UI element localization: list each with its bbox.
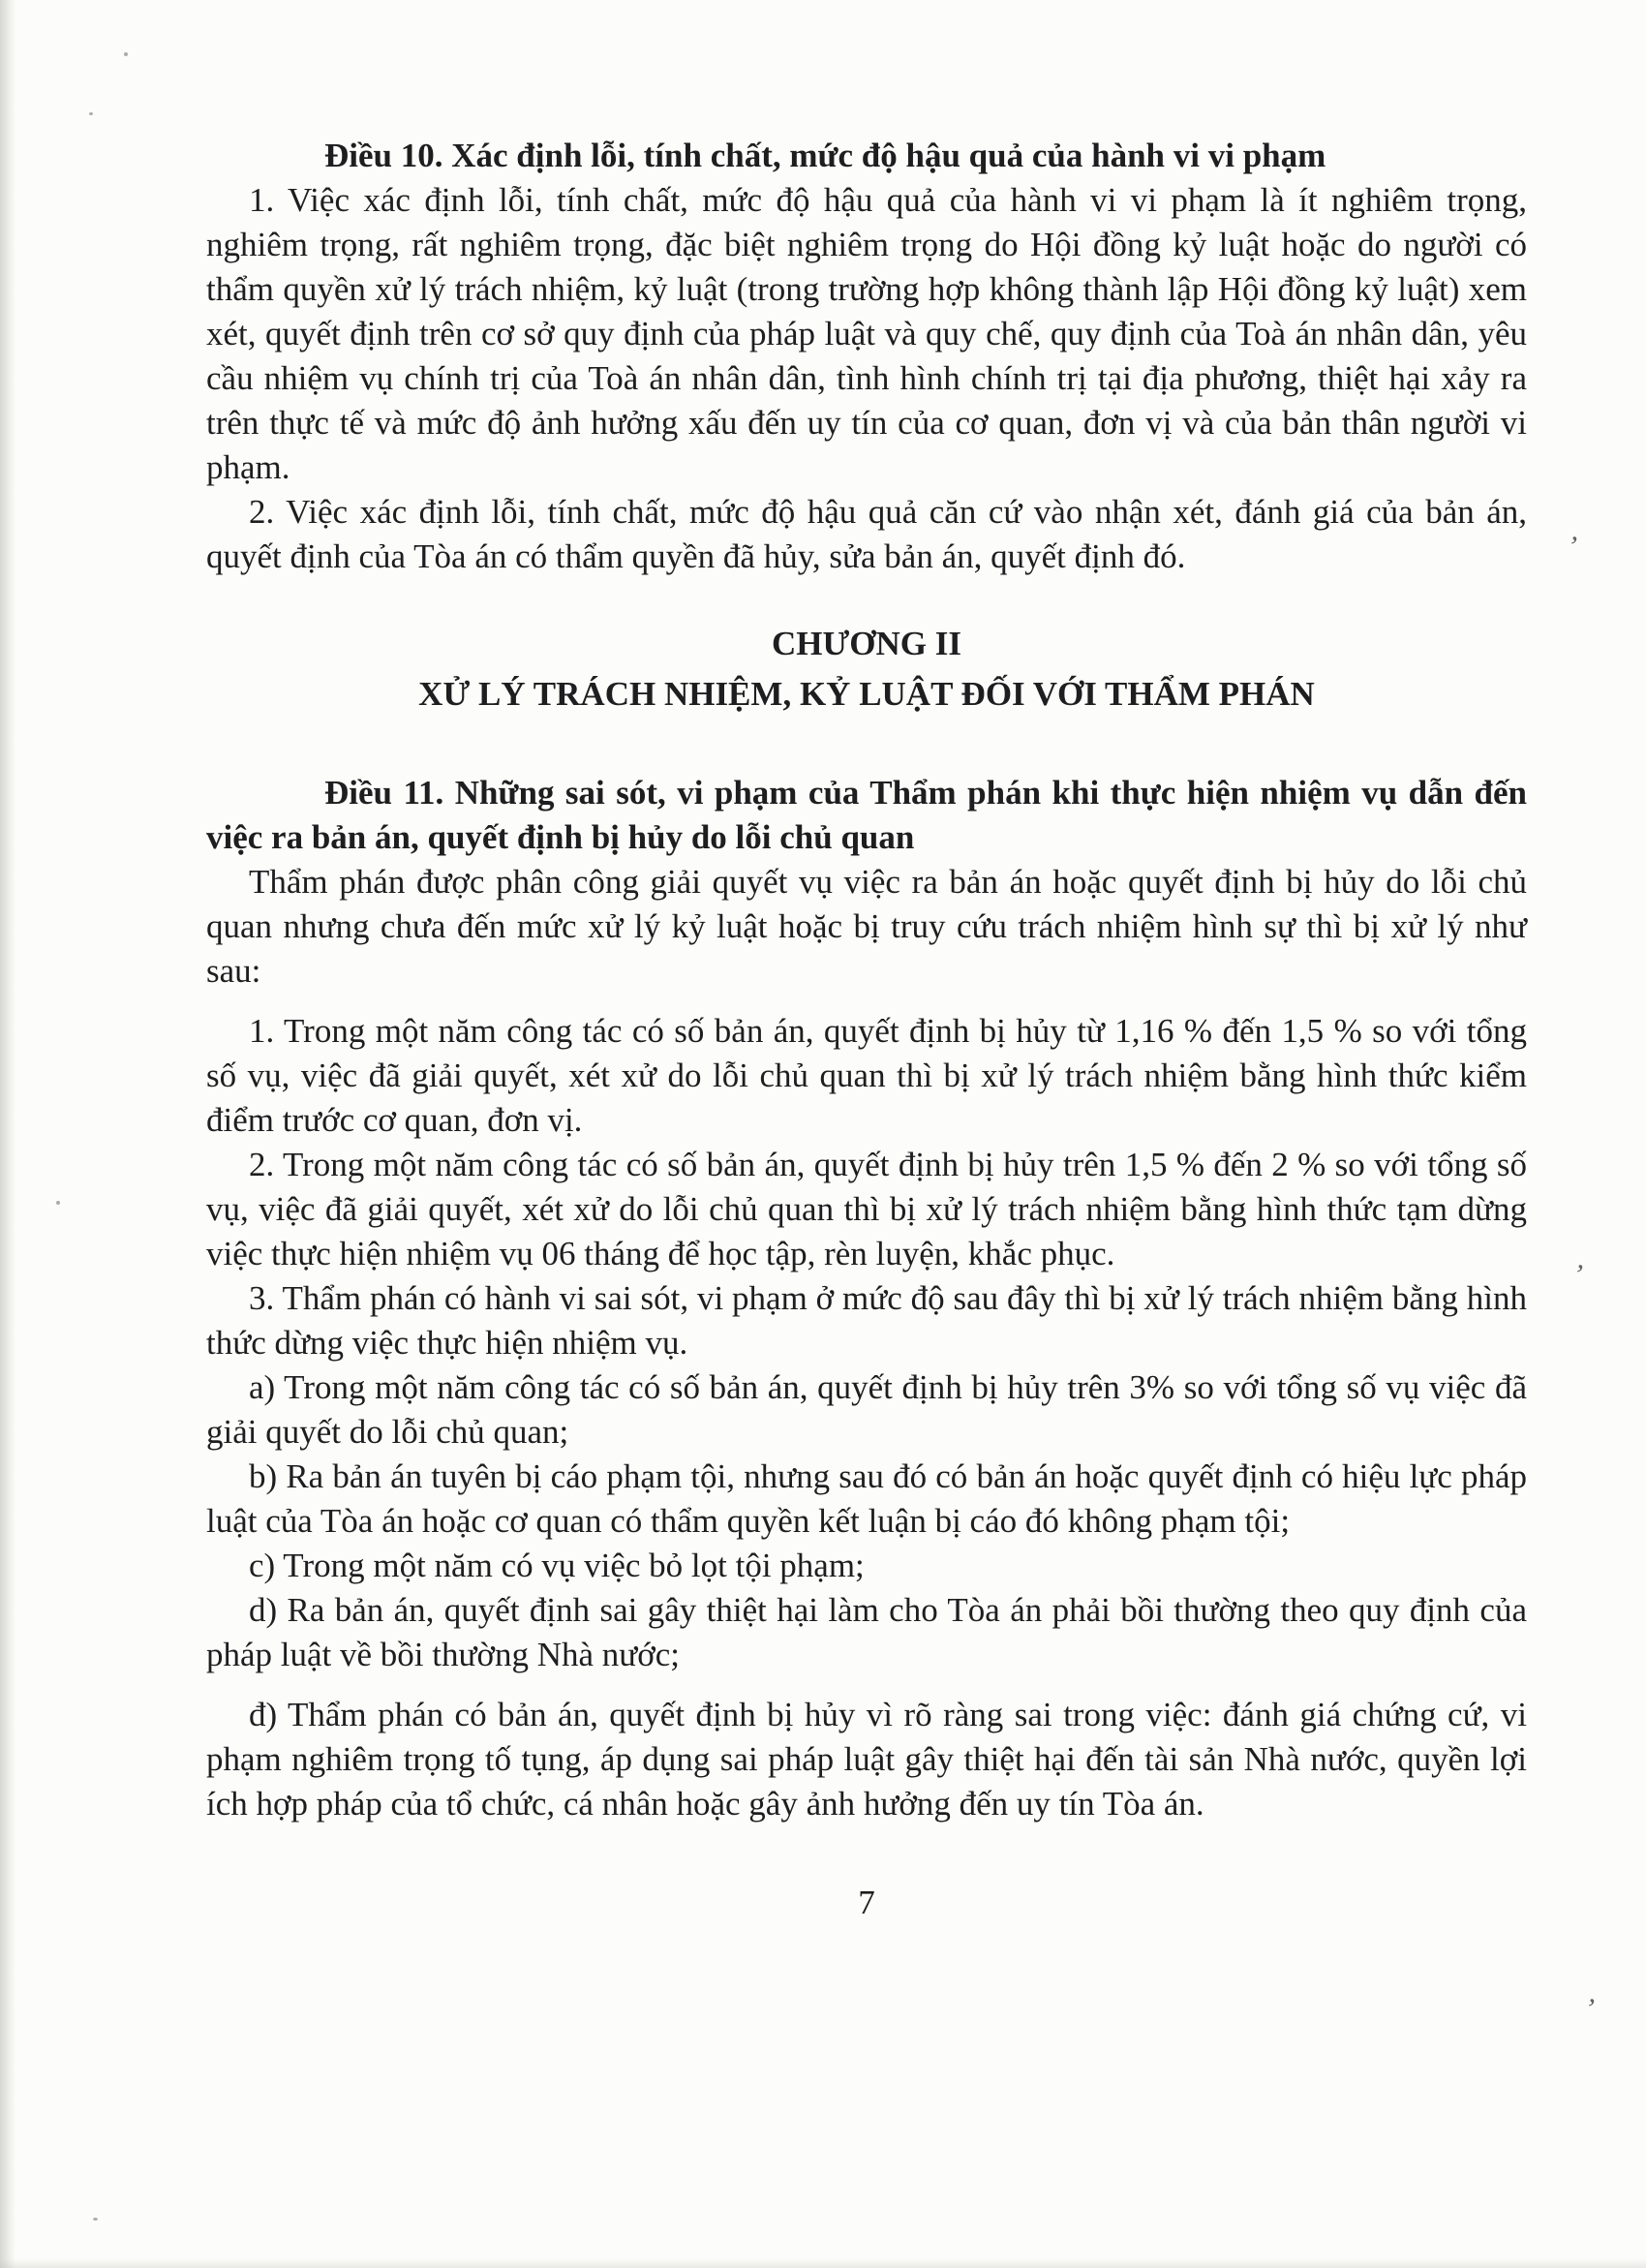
article-11-point-a: a) Trong một năm công tác có số bản án, quyết định bị hủy trên 3% so với tổng số vụ việc đã giải quyết do lỗi chủ quan; (206, 1368, 1527, 1451)
scan-speck (93, 2218, 98, 2221)
article-10-clause-2: 2. Việc xác định lỗi, tính chất, mức độ hậu quả căn cứ vào nhận xét, đánh giá của bản án, quyết định của Tòa án có thẩm quyền đã hủy, sửa bản án, quyết định đó. (206, 493, 1527, 575)
chapter-2-number: CHƯƠNG II (771, 625, 962, 662)
article-10-heading: Điều 10. Xác định lỗi, tính chất, mức độ hậu quả của hành vi vi phạm (324, 137, 1326, 174)
scan-artifact-mark: ’ (1583, 1992, 1599, 2026)
scan-speck (56, 1201, 60, 1205)
article-11-point-b: b) Ra bản án tuyên bị cáo phạm tội, nhưng sau đó có bản án hoặc quyết định có hiệu lực pháp luật của Tòa án hoặc cơ quan có thẩm quyền kết luận bị cáo đó không phạm tội; (206, 1457, 1527, 1540)
article-11-point-d: d) Ra bản án, quyết định sai gây thiệt hại làm cho Tòa án phải bồi thường theo quy định của pháp luật về bồi thường Nhà nước; (206, 1591, 1527, 1673)
chapter-2-title: XỬ LÝ TRÁCH NHIỆM, KỶ LUẬT ĐỐI VỚI THẨM PHÁN (418, 675, 1315, 713)
scan-speck (89, 112, 93, 115)
article-11-intro: Thẩm phán được phân công giải quyết vụ việc ra bản án hoặc quyết định bị hủy do lỗi chủ quan nhưng chưa đến mức xử lý kỷ luật hoặc bị truy cứu trách nhiệm hình sự thì bị xử lý như sau: (206, 863, 1527, 990)
article-11-clause-2: 2. Trong một năm công tác có số bản án, quyết định bị hủy trên 1,5 % đến 2 % so với tổng số vụ, việc đã giải quyết, xét xử do lỗi chủ quan thì bị xử lý trách nhiệm bằng hình thức tạm dừng việc thực hiện nhiệm vụ 06 tháng để học tập, rèn luyện, khắc phục. (206, 1146, 1527, 1272)
article-11-heading: Điều 11. Những sai sót, vi phạm của Thẩm phán khi thực hiện nhiệm vụ dẫn đến việc ra bản án, quyết định bị hủy do lỗi chủ quan (206, 774, 1527, 856)
scan-artifact-mark: ’ (1571, 1258, 1587, 1292)
article-10-clause-1: 1. Việc xác định lỗi, tính chất, mức độ hậu quả của hành vi vi phạm là ít nghiêm trọng, nghiêm trọng, rất nghiêm trọng, đặc biệt nghiêm trọng do Hội đồng kỷ luật hoặc do người có thẩm quyền xử lý trách nhiệm, kỷ luật (trong trường hợp không thành lập Hội đồng kỷ luật) xem xét, quyết định trên cơ sở quy định của pháp luật và quy chế, quy định của Toà án nhân dân, yêu cầu nhiệm vụ chính trị của Toà án nhân dân, tình hình chính trị tại địa phương, thiệt hại xảy ra trên thực tế và mức độ ảnh hưởng xấu đến uy tín của cơ quan, đơn vị và của bản thân người vi phạm. (206, 181, 1527, 486)
article-11-clause-1: 1. Trong một năm công tác có số bản án, quyết định bị hủy từ 1,16 % đến 1,5 % so với tổng số vụ, việc đã giải quyết, xét xử do lỗi chủ quan thì bị xử lý trách nhiệm bằng hình thức kiểm điểm trước cơ quan, đơn vị. (206, 1012, 1527, 1139)
article-11-clause-3: 3. Thẩm phán có hành vi sai sót, vi phạm ở mức độ sau đây thì bị xử lý trách nhiệm bằng hình thức dừng việc thực hiện nhiệm vụ. (206, 1279, 1527, 1362)
document-body (206, 134, 1527, 1826)
article-11-point-dd: đ) Thẩm phán có bản án, quyết định bị hủy vì rõ ràng sai trong việc: đánh giá chứng cứ, vi phạm nghiêm trọng tố tụng, áp dụng sai pháp luật gây thiệt hại đến tài sản Nhà nước, quyền lợi ích hợp pháp của tổ chức, cá nhân hoặc gây ảnh hưởng đến uy tín Tòa án. (206, 1696, 1527, 1823)
page-number: 7 (858, 1884, 875, 1921)
scan-speck (124, 52, 128, 56)
scan-artifact-mark: ’ (1566, 530, 1581, 564)
article-11-point-c: c) Trong một năm có vụ việc bỏ lọt tội phạm; (249, 1547, 865, 1584)
